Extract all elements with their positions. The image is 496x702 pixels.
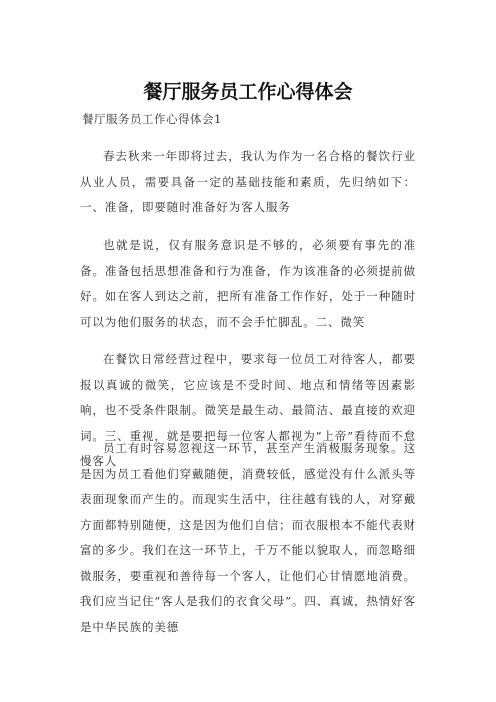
document-title: 餐厅服务员工作心得体会: [143, 81, 353, 103]
document-subtitle: 餐厅服务员工作心得体会1: [82, 112, 222, 126]
paragraph-1: 春去秋来一年即将过去，我认为作为一名合格的餐饮行业从业人员，需要具备一定的基础技能和素质，先归纳如下：一、准备，即要随时准备好为客人服务: [80, 149, 416, 214]
paragraph-3: 在餐饮日常经营过程中，要求每一位员工对待客人，都要报以真诚的微笑，它应该是不受时间、地点和情绪等因素影响，也不受条件限制。微笑是最生动、最简洁、最直接的欢迎词。三、重视，就是要把每一位客人都视为“上帝”看待而不怠慢客人: [80, 352, 416, 468]
paragraph-4: 员工有时容易忽视这一环节，甚至产生消极服务现象。这是因为员工看他们穿戴随便，消费较低，感觉没有什么派头等表面现象而产生的。而现实生活中，往往越有钱的人，对穿戴方面都特别随便，这是因为他们自信；而衣服根本不能代表财富的多少。我们在这一环节上，千万不能以貌取人，而忽略细微服务，要重视和善待每一个客人，让他们心甘情愿地消费。我们应当记住“客人是我们的衣食父母”。四、真诚，热情好客是中华民族的美德: [80, 441, 416, 634]
paragraph-2: 也就是说，仅有服务意识是不够的，必须要有事先的准备。准备包括思想准备和行为准备，作为该准备的必须提前做好。如在客人到达之前，把所有准备工作作好，处于一种随时可以为他们服务的状态，而不会手忙脚乱。二、微笑: [80, 238, 416, 329]
